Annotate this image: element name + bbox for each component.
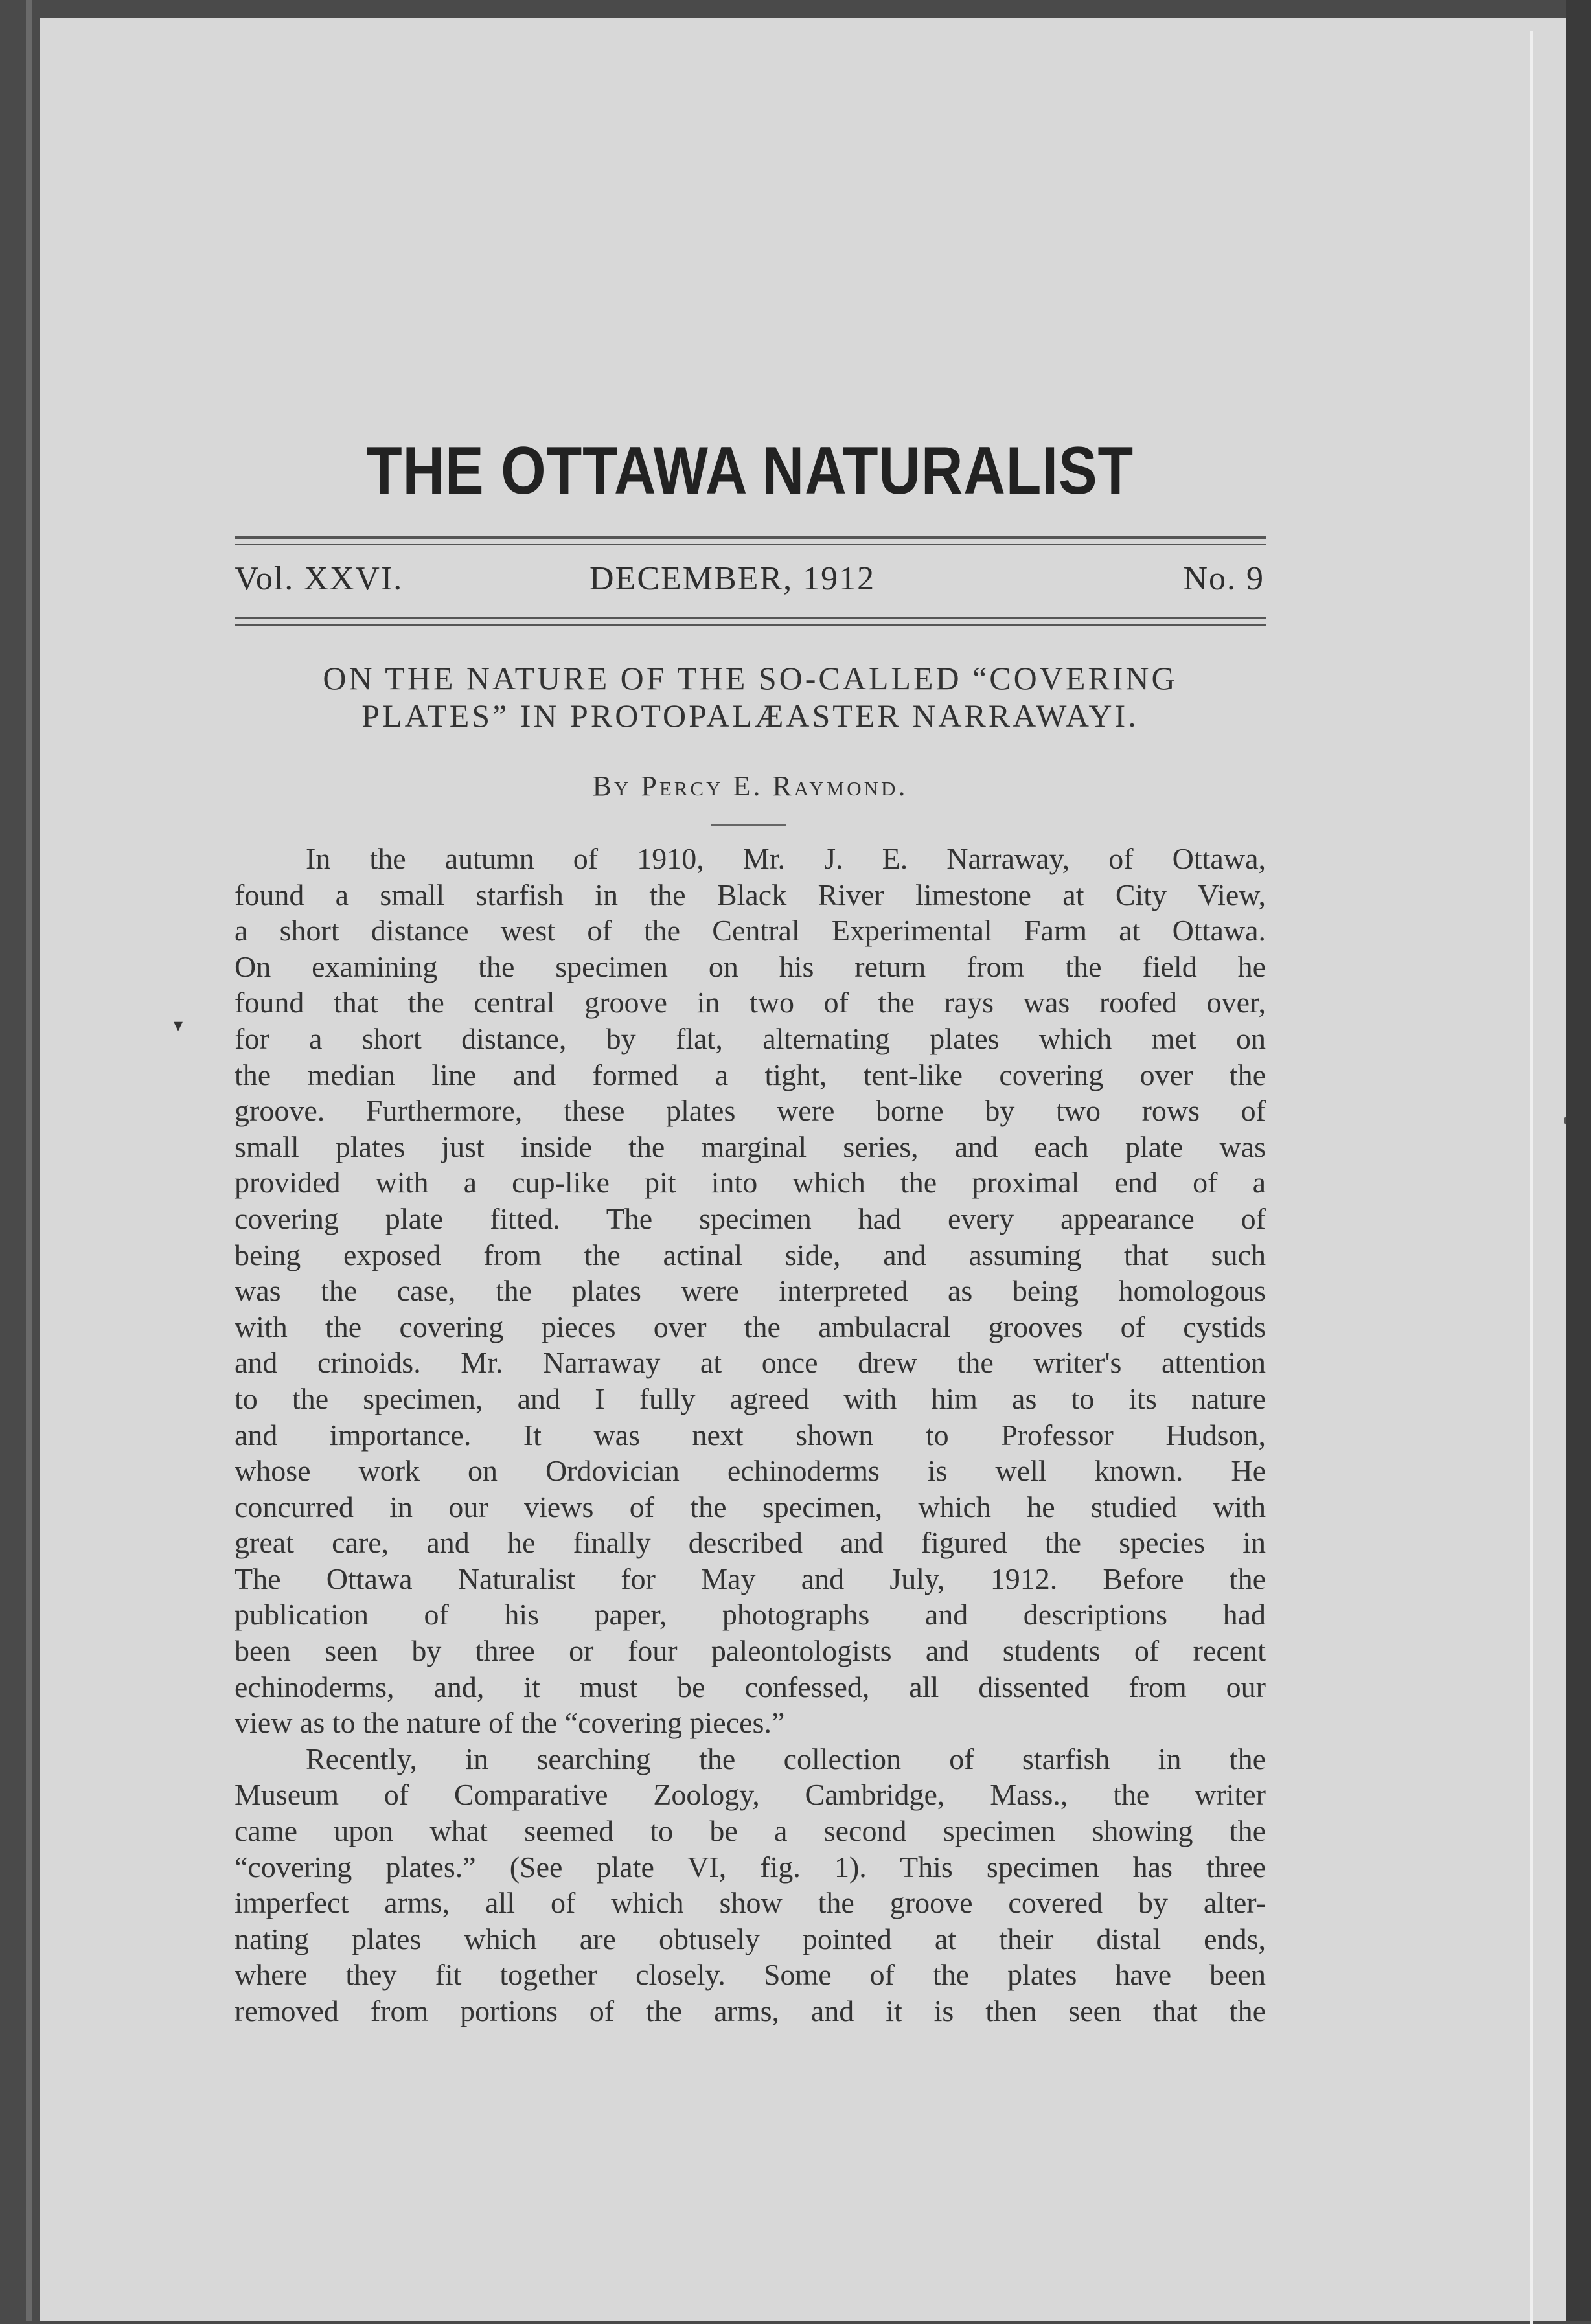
article-body bbox=[235, 841, 1266, 2029]
text-line: small plates just inside the marginal series, and each plate was bbox=[235, 1130, 1266, 1163]
header-rule-top-thin bbox=[235, 544, 1266, 545]
text-line: to the specimen, and I fully agreed with him as to its nature bbox=[235, 1382, 1266, 1415]
issue-number: No. 9 bbox=[1183, 560, 1265, 597]
text-line: great care, and he finally described and figured the species in bbox=[235, 1526, 1266, 1560]
text-line: found that the central groove in two of the rays was roofed over, bbox=[235, 986, 1266, 1020]
text-line: and crinoids. Mr. Narraway at once drew the writer's attention bbox=[235, 1346, 1266, 1380]
text-line: nating plates which are obtusely pointed at their distal ends, bbox=[235, 1922, 1266, 1955]
text-line: with the covering pieces over the ambulacral grooves of cystids bbox=[235, 1310, 1266, 1343]
article-title bbox=[235, 659, 1266, 735]
header-rule-bottom bbox=[235, 617, 1266, 619]
article-title-line: PLATES” IN PROTOPALÆASTER NARRAWAYI. bbox=[361, 698, 1139, 734]
text-line: “covering plates.” (See plate VI, fig. 1). This specimen has three bbox=[235, 1850, 1266, 1884]
scan-left-edge bbox=[26, 0, 32, 2321]
header-rule-top bbox=[235, 536, 1266, 539]
text-line: a short distance west of the Central Experimental Farm at Ottawa. bbox=[235, 914, 1266, 948]
scan-right-edge bbox=[1566, 0, 1591, 2321]
text-line: being exposed from the actinal side, and assuming that such bbox=[235, 1238, 1266, 1271]
text-line: In the autumn of 1910, Mr. J. E. Narraway, of Ottawa, bbox=[306, 842, 1266, 875]
text-line: for a short distance, by flat, alternating plates which met on bbox=[235, 1021, 1266, 1055]
volume-label: Vol. XXVI. bbox=[235, 560, 404, 597]
text-line: covering plate fitted. The specimen had every appearance of bbox=[235, 1202, 1266, 1235]
issue-date: DECEMBER, 1912 bbox=[589, 560, 876, 597]
text-line: echinoderms, and, it must be confessed, all dissented from our bbox=[235, 1670, 1266, 1703]
text-line: provided with a cup-like pit into which the proximal end of a bbox=[235, 1166, 1266, 1200]
text-line: Museum of Comparative Zoology, Cambridge, Mass., the writer bbox=[235, 1778, 1266, 1812]
text-line: concurred in our views of the specimen, which he studied with bbox=[235, 1490, 1266, 1523]
page-sheet bbox=[40, 18, 1569, 2321]
page-fold-line bbox=[1530, 31, 1533, 2324]
text-line: view as to the nature of the “covering pieces.” bbox=[235, 1706, 785, 1740]
author-byline: By Percy E. Raymond. bbox=[592, 770, 908, 802]
article-title-line: ON THE NATURE OF THE SO-CALLED “COVERING bbox=[323, 660, 1178, 696]
text-line: came upon what seemed to be a second specimen showing the bbox=[235, 1814, 1266, 1848]
paragraph-1 bbox=[235, 841, 1266, 1741]
text-line: groove. Furthermore, these plates were borne by two rows of bbox=[235, 1094, 1266, 1128]
margin-mark-arrow-icon: ▾ bbox=[174, 1016, 183, 1036]
journal-title: THE OTTAWA NATURALIST bbox=[367, 433, 1134, 508]
text-line: found a small starfish in the Black River limestone at City View, bbox=[235, 878, 1266, 911]
text-line: publication of his paper, photographs and descriptions had bbox=[235, 1598, 1266, 1632]
text-line: was the case, the plates were interpreted as being homologous bbox=[235, 1274, 1266, 1308]
byline-rule bbox=[711, 824, 786, 826]
text-line: been seen by three or four paleontologists and students of recent bbox=[235, 1634, 1266, 1668]
text-line: whose work on Ordovician echinoderms is well known. He bbox=[235, 1454, 1266, 1488]
header-rule-bottom-thin bbox=[235, 624, 1266, 626]
text-line: On examining the specimen on his return from the field he bbox=[235, 950, 1266, 983]
paragraph-2 bbox=[235, 1741, 1266, 2029]
text-line: the median line and formed a tight, tent-like covering over the bbox=[235, 1058, 1266, 1091]
text-line: Recently, in searching the collection of starfish in the bbox=[306, 1742, 1266, 1775]
text-line: The Ottawa Naturalist for May and July, 1912. Before the bbox=[235, 1562, 1266, 1595]
text-line: removed from portions of the arms, and it is then seen that the bbox=[235, 1994, 1266, 2027]
text-line: imperfect arms, all of which show the groove covered by alter- bbox=[235, 1886, 1266, 1920]
issue-line bbox=[235, 560, 1266, 605]
text-line: where they fit together closely. Some of the plates have been bbox=[235, 1958, 1266, 1992]
text-line: and importance. It was next shown to Professor Hudson, bbox=[235, 1418, 1266, 1452]
